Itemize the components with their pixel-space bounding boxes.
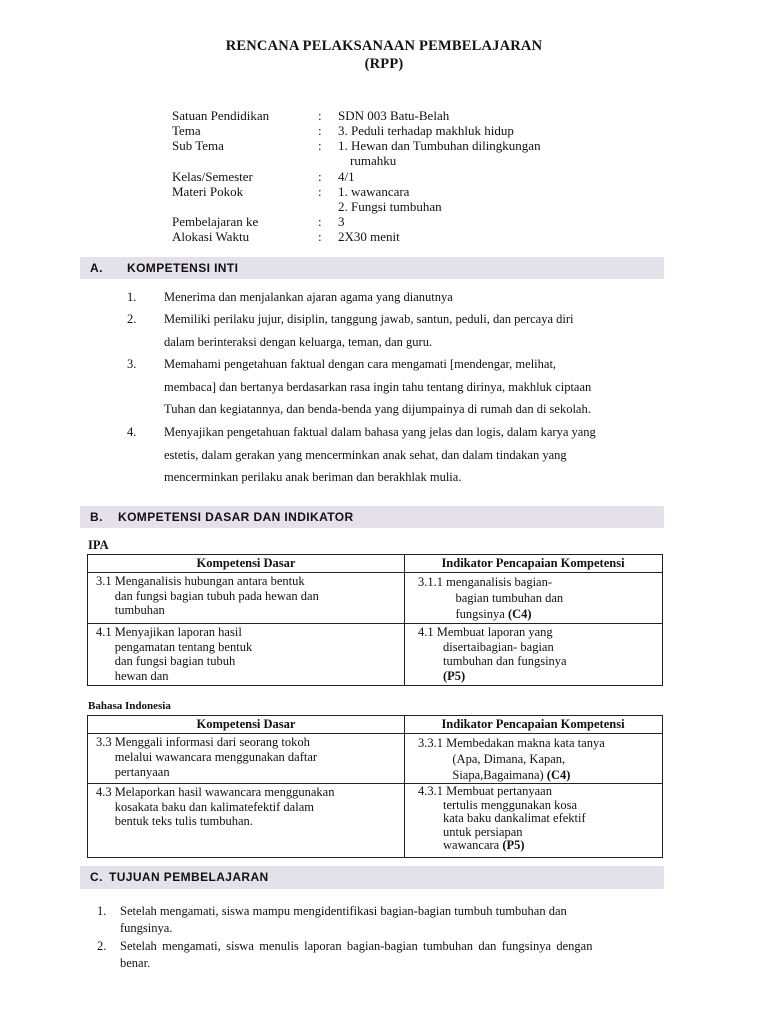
- identity-colon: :: [318, 214, 322, 229]
- kd-line: 3.3 Menggali informasi dari seorang tokoh: [96, 735, 310, 749]
- ind-line: kata baku dankalimat efektif: [418, 811, 586, 826]
- kd-line: pengamatan tentang bentuk: [96, 639, 253, 654]
- ind-line: disertaibagian- bagian: [418, 639, 554, 654]
- ki-line: membaca] dan bertanya berdasarkan rasa ingin tahu tentang dirinya, makhluk ciptaan: [164, 379, 592, 394]
- ki-line: Memahami pengetahuan faktual dengan cara mengamati [mendengar, melihat,: [164, 357, 557, 371]
- bindo-label: Bahasa Indonesia: [88, 700, 171, 712]
- identity-value: 1. Hewan dan Tumbuhan dilingkungan: [338, 138, 541, 153]
- section-letter: C.: [90, 870, 103, 884]
- cognitive-level: (P5): [502, 838, 525, 853]
- section-letter: B.: [90, 510, 103, 524]
- identity-label: Pembelajaran ke: [172, 214, 259, 229]
- kd-line: 3.1 Menganalisis hubungan antara bentuk: [96, 574, 305, 588]
- kd-line: bentuk teks tulis tumbuhan.: [96, 814, 253, 828]
- identity-value: 3: [338, 214, 345, 229]
- document-title: RENCANA PELAKSANAAN PEMBELAJARAN: [225, 38, 543, 54]
- cognitive-level: (P5): [443, 668, 466, 683]
- identity-value: 4/1: [338, 169, 355, 184]
- kd-line: hewan dan: [96, 668, 169, 683]
- identity-label: Kelas/Semester: [172, 169, 253, 184]
- ind-line: 3.3.1 Membedakan makna kata tanya: [418, 736, 605, 750]
- ki-line: estetis, dalam gerakan yang mencerminkan anak sehat, dan dalam tindakan yang: [164, 447, 567, 462]
- ind-text: [418, 669, 443, 683]
- identity-colon: :: [318, 123, 322, 138]
- cognitive-level: (C4): [507, 607, 532, 621]
- bindo-table: [87, 715, 663, 858]
- identity-colon: :: [318, 108, 322, 123]
- row-divider: [88, 572, 662, 573]
- tujuan-text: [120, 903, 711, 937]
- indikator-cell: [418, 785, 586, 853]
- cognitive-level: (C4): [546, 768, 571, 782]
- ki-number: 3.: [127, 357, 137, 371]
- kd-cell: [96, 574, 319, 618]
- ki-line: mencerminkan perilaku anak beriman dan berakhlak mulia.: [164, 470, 462, 485]
- kd-line: dan fungsi bagian tubuh: [96, 654, 236, 668]
- ind-line: 4.1 Membuat laporan yang: [418, 625, 553, 639]
- tujuan-text: [120, 938, 711, 972]
- ki-line: Tuhan dan kegiatannya, dan benda-benda yang dijumpainya di rumah dan di sekolah.: [164, 402, 591, 417]
- ind-text: wawancara: [418, 838, 503, 853]
- tujuan-line: benar.: [120, 956, 151, 970]
- ki-number: 1.: [127, 290, 137, 304]
- identity-value: 1. wawancara: [338, 184, 410, 199]
- ki-line: Memiliki perilaku jujur, disiplin, tanggung jawab, santun, peduli, dan percaya diri: [164, 312, 574, 326]
- tujuan-number: 2.: [97, 939, 107, 953]
- ind-line: [418, 669, 567, 684]
- section-heading-a: [80, 257, 664, 279]
- identity-label: Alokasi Waktu: [172, 229, 250, 244]
- table-header-kd: Kompetensi Dasar: [196, 717, 296, 731]
- ki-text: [164, 286, 709, 309]
- tujuan-number: 1.: [97, 904, 107, 918]
- ind-line: [418, 839, 586, 853]
- ind-line: tumbuhan dan fungsinya: [418, 654, 567, 668]
- column-divider: [404, 555, 405, 685]
- tujuan-line: Setelah mengamati, siswa mampu mengidentifikasi bagian-bagian tumbuh tumbuhan dan: [120, 904, 567, 918]
- row-divider: [88, 733, 662, 734]
- kd-cell: [96, 735, 317, 780]
- document-subtitle: (RPP): [364, 56, 404, 72]
- identity-label: Tema: [172, 123, 201, 138]
- kd-line: dan fungsi bagian tubuh pada hewan dan: [96, 588, 319, 603]
- ind-line: untuk persiapan: [418, 824, 523, 839]
- column-divider: [404, 716, 405, 857]
- ki-text: [164, 353, 709, 421]
- identity-label: Satuan Pendidikan: [172, 108, 270, 123]
- kd-cell: [96, 625, 252, 683]
- kd-line: tumbuhan: [96, 603, 165, 617]
- identity-label: Materi Pokok: [172, 184, 244, 199]
- section-letter: A.: [90, 261, 103, 275]
- ind-line: bagian tumbuhan dan: [418, 591, 564, 605]
- section-title: KOMPETENSI DASAR DAN INDIKATOR: [118, 510, 354, 524]
- kd-line: pertanyaan: [96, 765, 170, 779]
- ki-number: 4.: [127, 425, 137, 439]
- identity-colon: :: [318, 184, 322, 199]
- ind-line: (Apa, Dimana, Kapan,: [418, 752, 566, 766]
- row-divider: [88, 623, 662, 624]
- ind-text: fungsinya: [418, 607, 508, 621]
- kd-cell: [96, 785, 334, 829]
- ki-line: Menyajikan pengetahuan faktual dalam bahasa yang jelas dan logis, dalam karya yang: [164, 425, 596, 439]
- ipa-table: [87, 554, 663, 686]
- kd-line: 4.3 Melaporkan hasil wawancara menggunakan: [96, 785, 335, 799]
- kd-line: melalui wawancara menggunakan daftar: [96, 750, 318, 764]
- ind-line: [418, 606, 563, 622]
- identity-value-cont: rumahku: [350, 153, 397, 168]
- ind-line: 3.1.1 menganalisis bagian-: [418, 575, 552, 589]
- ind-text: Siapa,Bagaimana): [418, 768, 547, 782]
- section-title: KOMPETENSI INTI: [127, 261, 239, 275]
- ind-line: tertulis menggunakan kosa: [418, 797, 577, 812]
- indikator-cell: [418, 574, 563, 622]
- indikator-cell: [418, 625, 567, 683]
- identity-value-cont: 2. Fungsi tumbuhan: [338, 199, 442, 214]
- ind-line: 4.3.1 Membuat pertanyaan: [418, 784, 552, 798]
- identity-value: 2X30 menit: [338, 229, 400, 244]
- ki-line: Menerima dan menjalankan ajaran agama yang dianutnya: [164, 290, 453, 304]
- indikator-cell: [418, 735, 605, 783]
- tujuan-line: Setelah mengamati, siswa menulis laporan bagian-bagian tumbuhan dan fungsinya dengan: [120, 939, 593, 953]
- kd-line: kosakata baku dan kalimatefektif dalam: [96, 799, 314, 814]
- identity-colon: :: [318, 229, 322, 244]
- identity-label: Sub Tema: [172, 138, 224, 153]
- row-divider: [88, 783, 662, 784]
- identity-colon: :: [318, 169, 322, 184]
- ki-text: [164, 308, 709, 353]
- section-heading-b: [80, 506, 664, 528]
- table-header-indikator: Indikator Pencapaian Kompetensi: [441, 556, 625, 570]
- identity-value: SDN 003 Batu-Belah: [338, 108, 450, 123]
- tujuan-line: fungsinya.: [120, 921, 173, 935]
- section-title: TUJUAN PEMBELAJARAN: [109, 870, 269, 884]
- table-header-indikator: Indikator Pencapaian Kompetensi: [441, 717, 625, 731]
- section-heading-c: [80, 866, 664, 889]
- ipa-label: IPA: [88, 538, 109, 552]
- table-header-kd: Kompetensi Dasar: [196, 556, 296, 570]
- kd-line: 4.1 Menyajikan laporan hasil: [96, 625, 242, 639]
- ki-number: 2.: [127, 312, 137, 326]
- ind-line: [418, 767, 605, 783]
- ki-text: [164, 421, 709, 489]
- identity-value: 3. Peduli terhadap makhluk hidup: [338, 123, 514, 138]
- identity-colon: :: [318, 138, 322, 153]
- ki-line: dalam berinteraksi dengan keluarga, teman, dan guru.: [164, 334, 433, 349]
